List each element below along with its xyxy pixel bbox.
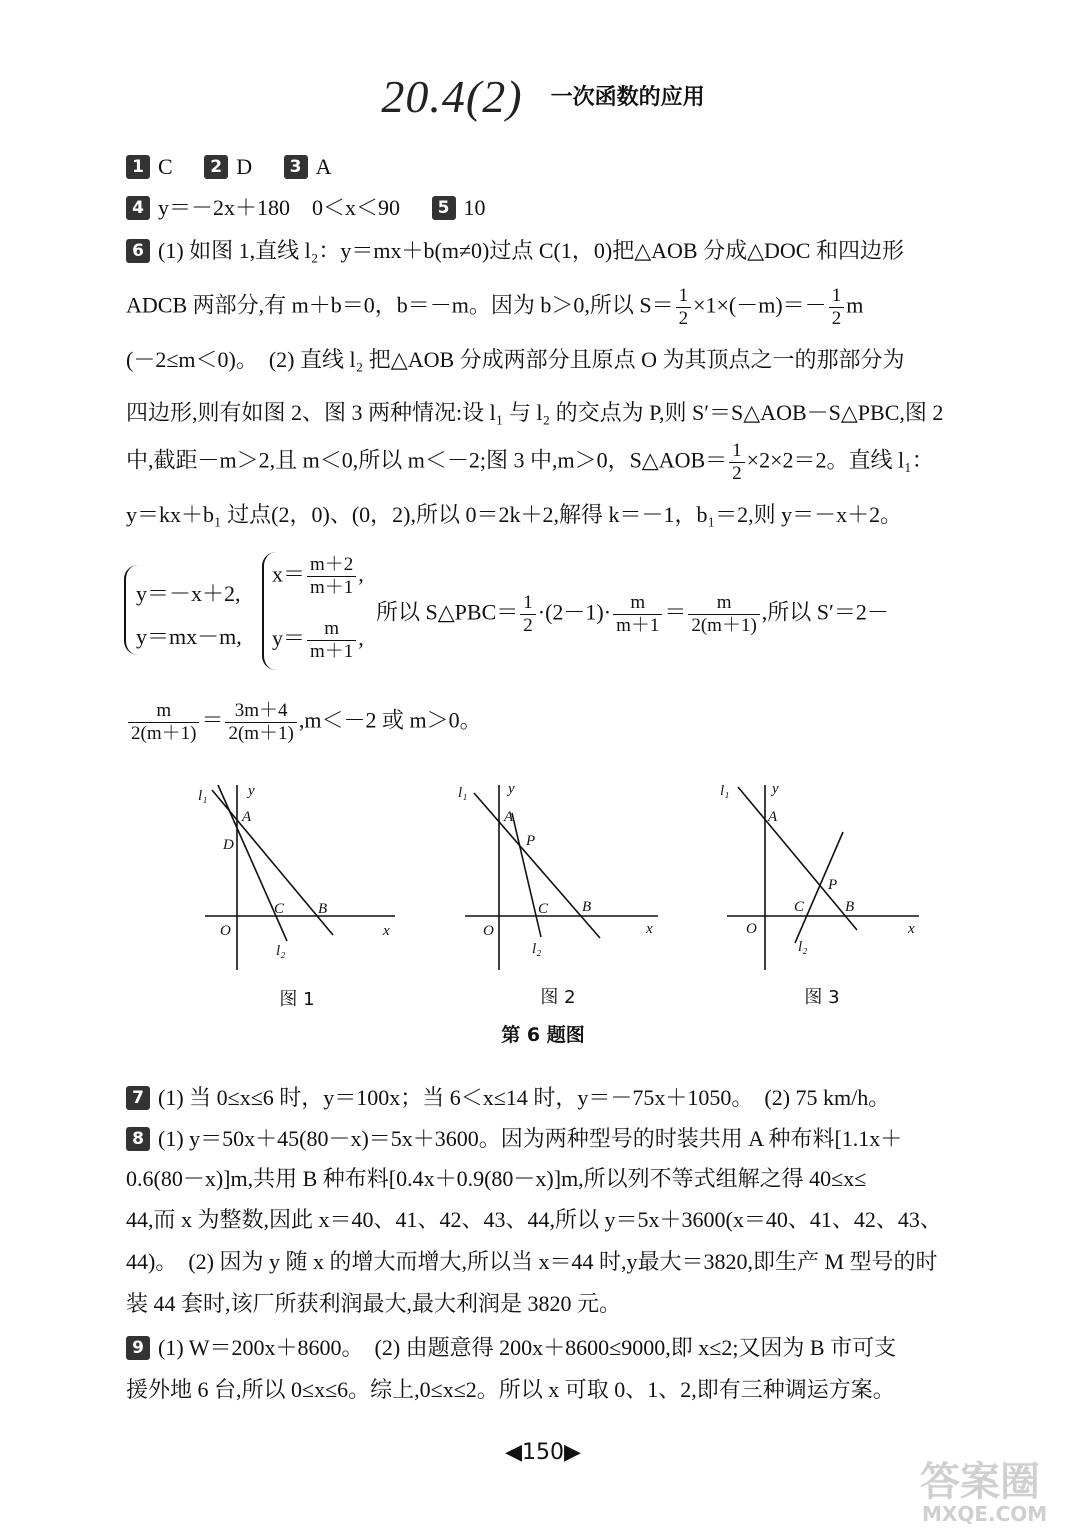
section-number: 20.4(2)	[381, 71, 523, 122]
answers-row-2	[126, 193, 1006, 223]
fraction	[128, 700, 199, 745]
watermark-text: 答案圈	[920, 1459, 1040, 1505]
figure-1	[190, 775, 400, 975]
q-badge: 3	[284, 155, 308, 179]
y-label: y＝	[272, 625, 306, 651]
label-B: B	[845, 899, 855, 915]
q-badge: 7	[126, 1086, 150, 1110]
denominator: 2(m＋1)	[691, 615, 757, 636]
line-l2	[512, 813, 541, 937]
numerator: 1	[829, 285, 845, 308]
q7-line-1	[126, 1083, 1006, 1113]
q9-line-1	[126, 1333, 1006, 1363]
fraction	[307, 554, 356, 599]
label-x: x	[383, 923, 390, 939]
denominator: 2	[732, 463, 742, 484]
label-l1: l₁	[198, 788, 208, 804]
line-l2	[218, 785, 287, 941]
q-badge: 4	[126, 196, 150, 220]
answers-row-1	[126, 152, 1006, 182]
label-O: O	[483, 923, 494, 939]
q6-line-6	[126, 500, 1006, 530]
q6-text: ＝	[201, 707, 224, 733]
numerator: m	[688, 592, 759, 615]
q7-text: (1) 当 0≤x≤6 时，y＝100x；当 6＜x≤14 时，y＝－75x＋1050。 (2) 75 km/h。	[158, 1085, 891, 1110]
q6-text: 中,截距－m＞2,且 m＜0,所以 m＜－2;图 3 中,m＞0，S△AOB＝	[126, 447, 728, 473]
label-C: C	[538, 901, 549, 917]
q8-text: 44)。 (2) 因为 y 随 x 的增大而增大,所以当 x＝44 时,y最大＝3820,即生产 M 型号的时	[126, 1249, 938, 1274]
label-A: A	[242, 809, 252, 825]
q8-text: 装 44 套时,该厂所获利润最大,最大利润是 3820 元。	[126, 1291, 622, 1316]
figure-2-caption: 图 2	[540, 987, 576, 1008]
q8-text: (1) y＝50x＋45(80－x)＝5x＋3600。因为两种型号的时装共用 A 种布料[1.1x＋	[158, 1126, 903, 1151]
denominator: 2	[678, 308, 689, 329]
q8-line-3	[126, 1205, 1006, 1235]
q9-text: 援外地 6 台,所以 0≤x≤6。综上,0≤x≤2。所以 x 可取 0、1、2,即有三种调运方案。	[126, 1377, 895, 1402]
equation-system-left	[124, 565, 276, 655]
numerator: 3m＋4	[225, 700, 296, 723]
label-l2: l₂	[532, 941, 542, 957]
q6-text: ×1×(－m)＝－	[693, 292, 827, 318]
q6-text: ·(2－1)·	[537, 599, 612, 625]
label-y: y	[248, 783, 255, 799]
numerator: m	[128, 700, 199, 723]
q-badge: 2	[204, 155, 228, 179]
label-y: y	[772, 781, 779, 797]
x-label: x＝	[272, 561, 306, 587]
q8-line-2	[126, 1164, 1006, 1194]
q6-text: ×2×2＝2。直线 l₁：	[746, 447, 934, 473]
q8-text: 0.6(80－x)]m,共用 B 种布料[0.4x＋0.9(80－x)]m,所以列不等式组解之得 40≤x≤	[126, 1166, 867, 1191]
label-O: O	[220, 923, 231, 939]
fraction	[225, 700, 296, 745]
q8-line-1	[126, 1124, 1006, 1154]
denominator: 2	[831, 308, 842, 329]
q-badge: 8	[126, 1127, 150, 1151]
eq-1: y＝－x＋2,	[136, 581, 241, 606]
label-C: C	[794, 899, 805, 915]
watermark-url: MXQE.COM	[922, 1502, 1048, 1526]
fraction	[307, 618, 356, 663]
answer-text: C	[158, 154, 173, 179]
label-P: P	[828, 877, 838, 893]
q6-text: 四边形,则有如图 2、图 3 两种情况:设 l₁ 与 l₂ 的交点为 P,则 S′＝S△AOB－S△PBC,图 2	[126, 400, 944, 425]
numerator: 1	[676, 285, 692, 308]
label-D: D	[223, 837, 234, 853]
label-A: A	[768, 809, 778, 825]
label-O: O	[746, 921, 757, 937]
label-x: x	[646, 921, 653, 937]
q6-text: ,所以 S′＝2－	[761, 599, 889, 625]
numerator: 1	[729, 440, 745, 463]
answer-text: 10	[463, 195, 486, 220]
q6-line-3	[126, 345, 1006, 375]
fraction	[520, 592, 536, 637]
denominator: 2(m＋1)	[228, 723, 294, 744]
q6-text: ＝	[664, 599, 687, 625]
answer-text: A	[315, 154, 332, 179]
equation-system-right	[262, 552, 392, 670]
answer-text: D	[236, 154, 253, 179]
denominator: m＋1	[310, 577, 354, 598]
answer-text: y＝－2x＋180 0＜x＜90	[158, 195, 401, 220]
q9-line-2	[126, 1375, 1006, 1405]
comma: ,	[358, 625, 364, 651]
eq-2: y＝mx－m,	[136, 624, 242, 649]
q6-text: (－2≤m＜0)。 (2) 直线 l₂ 把△AOB 分成两部分且原点 O 为其顶点之一的那部分为	[126, 347, 905, 372]
q-badge: 1	[126, 155, 150, 179]
q8-line-4	[126, 1247, 1006, 1277]
fraction	[688, 592, 759, 637]
q6-text: y＝kx＋b₁ 过点(2，0)、(0，2),所以 0＝2k＋2,解得 k＝－1，b₁＝2,则 y＝－x＋2。	[126, 502, 903, 527]
numerator: m	[613, 592, 662, 615]
label-B: B	[582, 899, 592, 915]
fraction	[676, 285, 692, 330]
q6-line-1	[126, 236, 1006, 266]
q-badge: 6	[126, 239, 150, 263]
q6-line-7	[376, 592, 1006, 637]
q6-line-5	[126, 440, 1006, 485]
denominator: m＋1	[616, 615, 660, 636]
label-y: y	[508, 781, 515, 797]
denominator: 2	[523, 615, 533, 636]
q6-text: ,m＜－2 或 m＞0。	[298, 707, 482, 733]
label-l2: l₂	[798, 939, 808, 955]
fraction	[829, 285, 845, 330]
figure-3-caption: 图 3	[804, 987, 840, 1008]
figure-1-caption: 图 1	[279, 989, 315, 1010]
label-B: B	[318, 901, 328, 917]
watermark-logo	[900, 1450, 1080, 1530]
q6-line-8	[126, 700, 1006, 745]
q8-text: 44,而 x 为整数,因此 x＝40、41、42、43、44,所以 y＝5x＋3600(x＝40、41、42、43、	[126, 1207, 942, 1232]
fraction	[729, 440, 745, 485]
page-number: ◀150▶	[505, 1440, 581, 1465]
denominator: 2(m＋1)	[131, 723, 197, 744]
numerator: m	[307, 618, 356, 641]
section-heading: 一次函数的应用	[550, 85, 705, 110]
figure-3	[712, 775, 927, 975]
q6-line-2	[126, 285, 1006, 330]
q9-text: (1) W＝200x＋8600。 (2) 由题意得 200x＋8600≤9000,即 x≤2;又因为 B 市可支	[158, 1335, 897, 1360]
label-A: A	[504, 809, 514, 825]
x-solution	[272, 554, 364, 599]
comma: ,	[358, 561, 364, 587]
q-badge: 5	[432, 196, 456, 220]
label-l2: l₂	[276, 943, 286, 959]
label-l1: l₁	[458, 785, 468, 801]
figures-main-caption: 第 6 题图	[501, 1024, 585, 1046]
q-badge: 9	[126, 1336, 150, 1360]
q6-text: 所以 S△PBC＝	[376, 599, 519, 625]
q6-text: (1) 如图 1,直线 l₂：y＝mx＋b(m≠0)过点 C(1，0)把△AOB 分成△DOC 和四边形	[158, 238, 904, 263]
label-C: C	[274, 901, 285, 917]
section-title	[0, 70, 1086, 123]
q6-text: m	[846, 292, 864, 318]
figure-2	[450, 775, 665, 975]
label-x: x	[908, 921, 915, 937]
fraction	[613, 592, 662, 637]
label-l1: l₁	[720, 783, 730, 799]
q6-line-4	[126, 398, 1006, 428]
q6-text: ADCB 两部分,有 m＋b＝0，b＝－m。因为 b＞0,所以 S＝	[126, 292, 674, 318]
denominator: m＋1	[310, 641, 354, 662]
label-P: P	[526, 833, 536, 849]
numerator: m＋2	[307, 554, 356, 577]
q8-line-5	[126, 1289, 1006, 1319]
y-solution	[272, 618, 364, 663]
numerator: 1	[520, 592, 536, 615]
